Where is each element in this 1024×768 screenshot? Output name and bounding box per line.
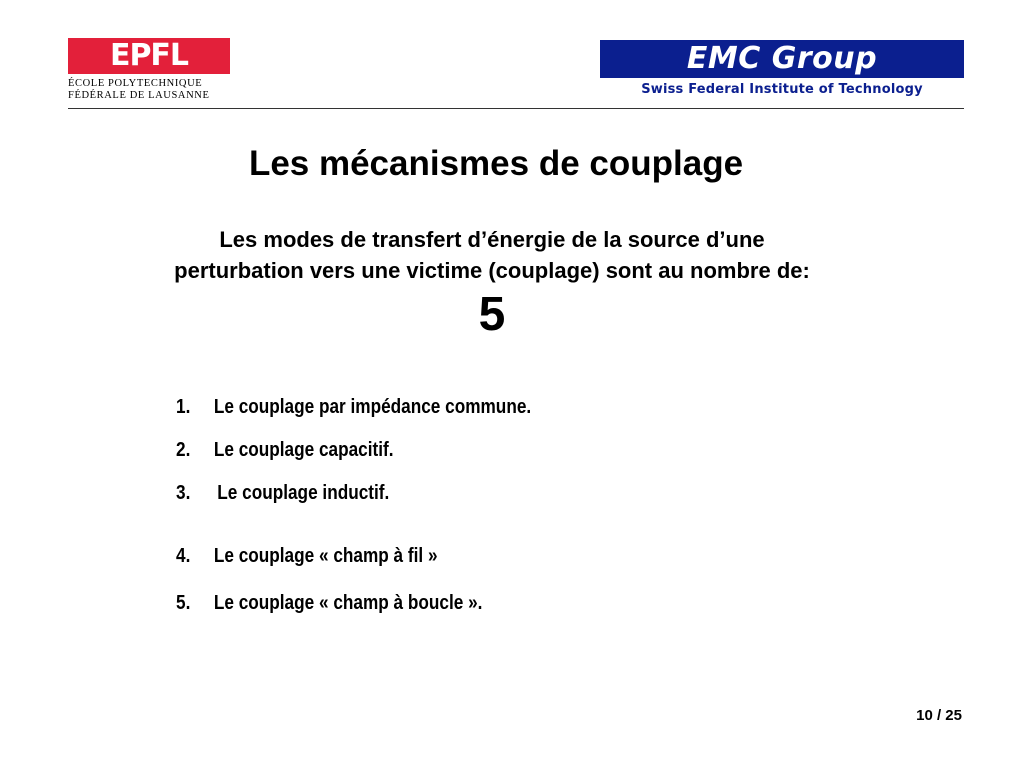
epfl-wordmark: EPFL [109,38,189,73]
header-divider [68,108,964,109]
list-item-number: 4. [176,545,191,567]
list-item-text: Le couplage « champ à fil » [213,545,438,567]
list-item [176,394,692,420]
slide-intro-line-1: Les modes de transfert d’énergie de la source d’une [219,227,765,252]
slide-intro-line-2: perturbation vers une victime (couplage) sont au nombre de: [174,258,810,283]
epfl-logo [68,38,230,102]
list-item-text: Le couplage « champ à boucle ». [213,592,483,614]
list-item-number: 5. [176,592,191,614]
coupling-count: 5 [478,288,506,341]
slide-title: Les mécanismes de couplage [248,144,744,183]
list-item-text: Le couplage capacitif. [213,439,394,461]
list-item-number: 2. [176,439,191,461]
list-item-text: Le couplage par impédance commune. [213,396,532,418]
list-item [176,437,692,463]
epfl-name-line-2: FÉDÉRALE DE LAUSANNE [68,90,210,101]
list-item [176,543,692,569]
emc-group-subtitle: Swiss Federal Institute of Technology [641,82,923,97]
emc-group-logo [600,40,964,104]
list-item [176,590,692,616]
page-counter: 10 / 25 [916,707,962,724]
emc-group-title: EMC Group [686,41,878,76]
list-item-text: Le couplage inductif. [217,482,390,504]
slide-intro [0,224,984,286]
epfl-name-line-1: ÉCOLE POLYTECHNIQUE [68,78,203,89]
list-item [176,480,692,506]
list-item-number: 1. [176,396,191,418]
list-item-number: 3. [176,482,191,504]
